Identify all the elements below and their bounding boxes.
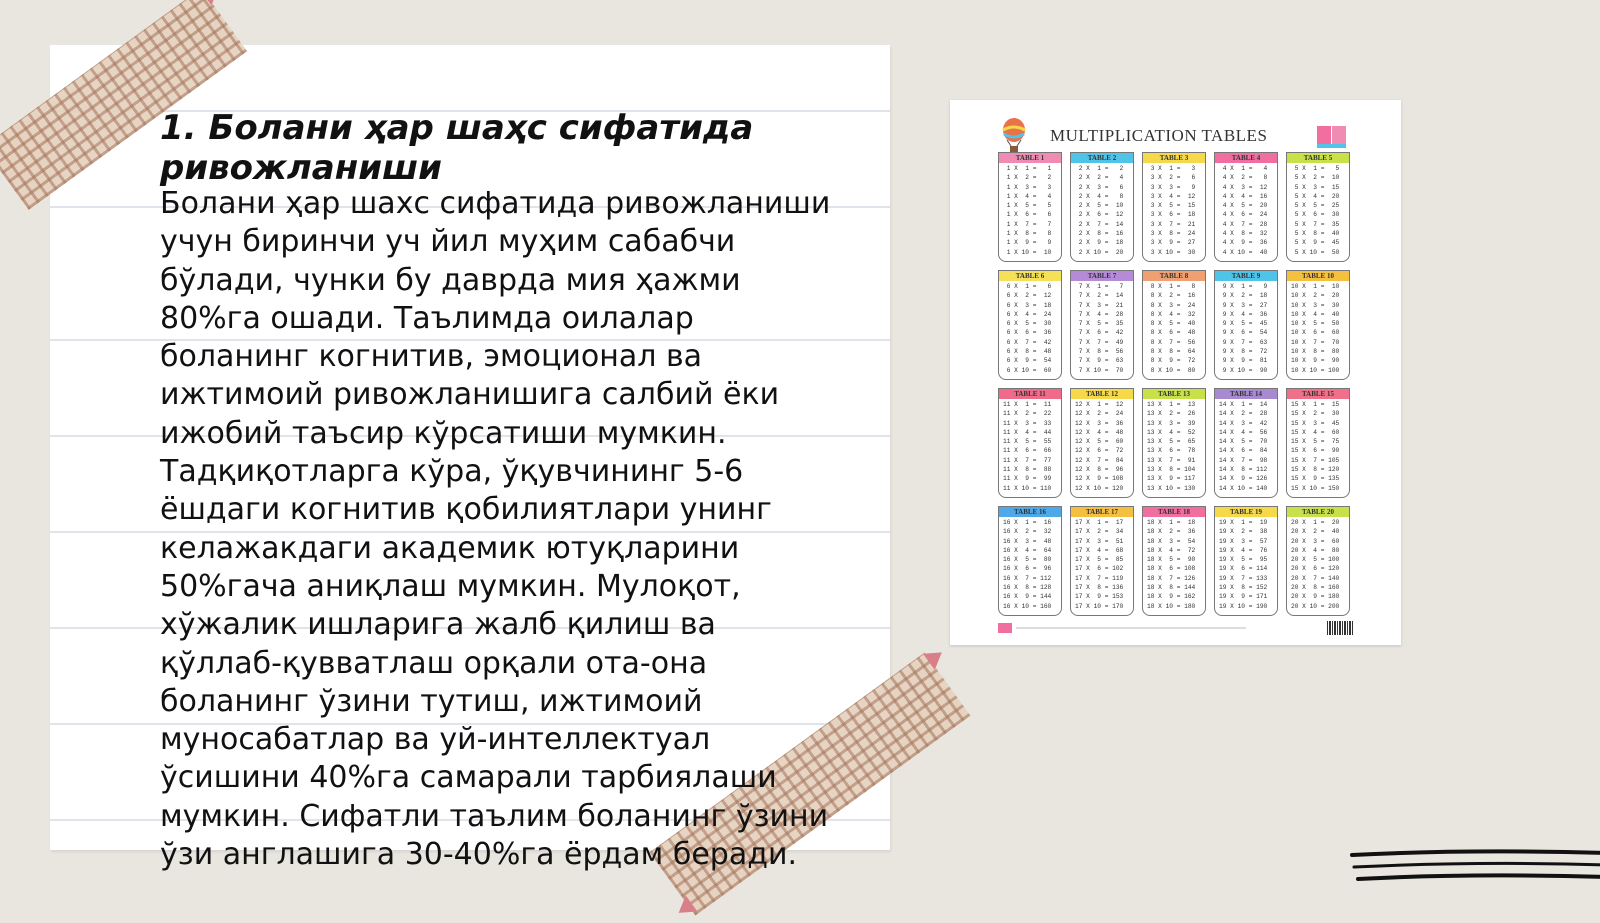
table-5: [1286, 152, 1350, 262]
table-header: TABLE 12: [1071, 389, 1133, 399]
table-header: TABLE 6: [999, 271, 1061, 281]
table-header: TABLE 17: [1071, 507, 1133, 517]
table-rows: 19 X 1 = 19 19 X 2 = 38 19 X 3 = 57 19 X 4 = 76 19 X 5 = 95 19 X 6 = 114 19 X 7 = 133 19 X 8 = 152 19 X 9 = 171 19 X 10 = 190: [1219, 519, 1268, 610]
footer-line: [1016, 627, 1246, 629]
table-11: [998, 388, 1062, 498]
table-6: [998, 270, 1062, 380]
poster-title: MULTIPLICATION TABLES: [1050, 126, 1268, 145]
table-header: TABLE 20: [1287, 507, 1349, 517]
brush-strokes-decoration: [1350, 845, 1600, 895]
table-header: TABLE 14: [1215, 389, 1277, 399]
hot-air-balloon-icon: [1000, 118, 1028, 154]
table-header: TABLE 15: [1287, 389, 1349, 399]
table-header: TABLE 5: [1287, 153, 1349, 163]
table-header: TABLE 16: [999, 507, 1061, 517]
table-rows: 12 X 1 = 12 12 X 2 = 24 12 X 3 = 36 12 X 4 = 48 12 X 5 = 60 12 X 6 = 72 12 X 7 = 84 12 X 8 = 96 12 X 9 = 108 12 X 10 = 120: [1075, 401, 1124, 492]
table-rows: 7 X 1 = 7 7 X 2 = 14 7 X 3 = 21 7 X 4 = 28 7 X 5 = 35 7 X 6 = 42 7 X 7 = 49 7 X 8 = 56 7 X 9 = 63 7 X 10 = 70: [1078, 283, 1124, 374]
table-3: [1142, 152, 1206, 262]
table-header: TABLE 7: [1071, 271, 1133, 281]
table-rows: 5 X 1 = 5 5 X 2 = 10 5 X 3 = 15 5 X 4 = 20 5 X 5 = 25 5 X 6 = 30 5 X 7 = 35 5 X 8 = 40 5 X 9 = 45 5 X 10 = 50: [1294, 165, 1340, 256]
table-9: [1214, 270, 1278, 380]
table-header: TABLE 1: [999, 153, 1061, 163]
table-header: TABLE 2: [1071, 153, 1133, 163]
multiplication-poster: [950, 100, 1401, 645]
table-rows: 17 X 1 = 17 17 X 2 = 34 17 X 3 = 51 17 X 4 = 68 17 X 5 = 85 17 X 6 = 102 17 X 7 = 119 17 X 8 = 136 17 X 9 = 153 17 X 10 = 170: [1075, 519, 1124, 610]
book-logo-icon: [1315, 124, 1349, 150]
table-rows: 3 X 1 = 3 3 X 2 = 6 3 X 3 = 9 3 X 4 = 12 3 X 5 = 15 3 X 6 = 18 3 X 7 = 21 3 X 8 = 24 3 X 9 = 27 3 X 10 = 30: [1150, 165, 1196, 256]
table-15: [1286, 388, 1350, 498]
table-header: TABLE 4: [1215, 153, 1277, 163]
table-19: [1214, 506, 1278, 616]
table-13: [1142, 388, 1206, 498]
table-rows: 1 X 1 = 1 1 X 2 = 2 1 X 3 = 3 1 X 4 = 4 1 X 5 = 5 1 X 6 = 6 1 X 7 = 7 1 X 8 = 8 1 X 9 = 9 1 X 10 = 10: [1006, 165, 1052, 256]
table-rows: 9 X 1 = 9 9 X 2 = 18 9 X 3 = 27 9 X 4 = 36 9 X 5 = 45 9 X 6 = 54 9 X 7 = 63 9 X 8 = 72 9 X 9 = 81 9 X 10 = 90: [1222, 283, 1268, 374]
table-20: [1286, 506, 1350, 616]
table-rows: 2 X 1 = 2 2 X 2 = 4 2 X 3 = 6 2 X 4 = 8 2 X 5 = 10 2 X 6 = 12 2 X 7 = 14 2 X 8 = 16 2 X 9 = 18 2 X 10 = 20: [1078, 165, 1124, 256]
table-18: [1142, 506, 1206, 616]
table-rows: 13 X 1 = 13 13 X 2 = 26 13 X 3 = 39 13 X 4 = 52 13 X 5 = 65 13 X 6 = 78 13 X 7 = 91 13 X 8 = 104 13 X 9 = 117 13 X 10 = 130: [1147, 401, 1196, 492]
table-rows: 18 X 1 = 18 18 X 2 = 36 18 X 3 = 54 18 X 4 = 72 18 X 5 = 90 18 X 6 = 108 18 X 7 = 126 18 X 8 = 144 18 X 9 = 162 18 X 10 = 180: [1147, 519, 1196, 610]
table-header: TABLE 10: [1287, 271, 1349, 281]
table-header: TABLE 3: [1143, 153, 1205, 163]
table-17: [1070, 506, 1134, 616]
slide-body-text: Болани ҳар шахс сифатида ривожланиши учун биринчи уч йил муҳим сабабчи бўлади, чунки бу даврда мия ҳажми 80%га ошади. Таълимда оилалар боланинг когнитив, эмоционал ва ижтимоий ривожланишига салбий ёки ижобий таъсир кўрсатиши мумкин. Тадқиқотларга кўра, ўқувчининг 5-6 ёшдаги когнитив қобилиятлари унинг келажакдаги академик ютуқларини 50%гача аниқлаш мумкин. Мулоқот, хўжалик ишларига жалб қилиш ва қўллаб-қувватлаш орқали ота-она боланинг ўзини тутиш, ижтимоий муносабатлар ва уй-интеллектуал ўсишини 40%га самарали тарбиялаши мумкин. Сифатли таълим боланинг ўзини ўзи англашига 30-40%га ёрдам беради.: [160, 186, 831, 873]
table-header: TABLE 13: [1143, 389, 1205, 399]
table-8: [1142, 270, 1206, 380]
table-rows: 4 X 1 = 4 4 X 2 = 8 4 X 3 = 12 4 X 4 = 16 4 X 5 = 20 4 X 6 = 24 4 X 7 = 28 4 X 8 = 32 4 X 9 = 36 4 X 10 = 40: [1222, 165, 1268, 256]
table-10: [1286, 270, 1350, 380]
slide-title: 1. Болани ҳар шаҳс сифатида ривожланиши: [160, 108, 754, 188]
table-rows: 16 X 1 = 16 16 X 2 = 32 16 X 3 = 48 16 X 4 = 64 16 X 5 = 80 16 X 6 = 96 16 X 7 = 112 16 X 8 = 128 16 X 9 = 144 16 X 10 = 160: [1003, 519, 1052, 610]
table-rows: 8 X 1 = 8 8 X 2 = 16 8 X 3 = 24 8 X 4 = 32 8 X 5 = 40 8 X 6 = 48 8 X 7 = 56 8 X 8 = 64 8 X 9 = 72 8 X 10 = 80: [1150, 283, 1196, 374]
table-14: [1214, 388, 1278, 498]
publisher-logo-icon: [998, 623, 1012, 633]
table-header: TABLE 19: [1215, 507, 1277, 517]
table-rows: 11 X 1 = 11 11 X 2 = 22 11 X 3 = 33 11 X 4 = 44 11 X 5 = 55 11 X 6 = 66 11 X 7 = 77 11 X 8 = 88 11 X 9 = 99 11 X 10 = 110: [1003, 401, 1052, 492]
table-2: [1070, 152, 1134, 262]
poster-header: [950, 112, 1401, 152]
table-16: [998, 506, 1062, 616]
table-header: TABLE 11: [999, 389, 1061, 399]
table-rows: 15 X 1 = 15 15 X 2 = 30 15 X 3 = 45 15 X 4 = 60 15 X 5 = 75 15 X 6 = 90 15 X 7 = 105 15 X 8 = 120 15 X 9 = 135 15 X 10 = 150: [1291, 401, 1340, 492]
table-header: TABLE 8: [1143, 271, 1205, 281]
table-7: [1070, 270, 1134, 380]
poster-footer: [998, 621, 1353, 635]
table-rows: 10 X 1 = 10 10 X 2 = 20 10 X 3 = 30 10 X 4 = 40 10 X 5 = 50 10 X 6 = 60 10 X 7 = 70 10 X 8 = 80 10 X 9 = 90 10 X 10 = 100: [1291, 283, 1340, 374]
barcode-icon: [1327, 621, 1353, 635]
table-1: [998, 152, 1062, 262]
table-header: TABLE 9: [1215, 271, 1277, 281]
table-12: [1070, 388, 1134, 498]
table-rows: 6 X 1 = 6 6 X 2 = 12 6 X 3 = 18 6 X 4 = 24 6 X 5 = 30 6 X 6 = 36 6 X 7 = 42 6 X 8 = 48 6 X 9 = 54 6 X 10 = 60: [1006, 283, 1052, 374]
table-rows: 14 X 1 = 14 14 X 2 = 28 14 X 3 = 42 14 X 4 = 56 14 X 5 = 70 14 X 6 = 84 14 X 7 = 98 14 X 8 = 112 14 X 9 = 126 14 X 10 = 140: [1219, 401, 1268, 492]
table-rows: 20 X 1 = 20 20 X 2 = 40 20 X 3 = 60 20 X 4 = 80 20 X 5 = 100 20 X 6 = 120 20 X 7 = 140 20 X 8 = 160 20 X 9 = 180 20 X 10 = 200: [1291, 519, 1340, 610]
table-4: [1214, 152, 1278, 262]
table-header: TABLE 18: [1143, 507, 1205, 517]
